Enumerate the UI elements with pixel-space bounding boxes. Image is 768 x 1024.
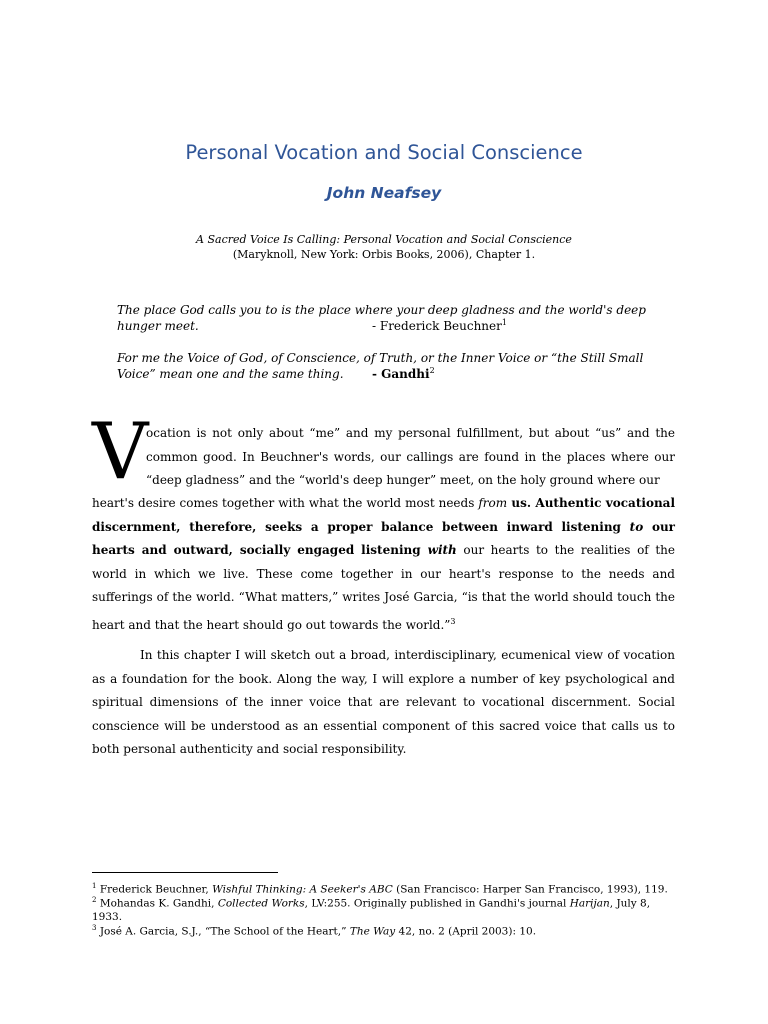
- emphasis-from: from: [478, 496, 508, 510]
- footnote-1: $^1$ Frederick Beuchner, Wishful Thinking: A Seeker's ABC (San Francisco: Harper San Francisco, 1993), 119.: [92, 882, 668, 896]
- paragraph-1-continued: heart's desire comes together with what the world most needs from us. Authentic vocational discernment, therefore, seeks a proper balance between inward listening to our hearts and outward, socially engaged listening with our hearts to the realities of the world in which we live. These come together in our heart's response to the needs and sufferings of the world. “What matters,” writes José Garcia, “is that the world should touch the heart and that the heart should go out towards the world.”$^3$: [92, 496, 676, 632]
- paragraph-1-start: ocation is not only about “me” and my personal fulfillment, but about “us” and the common good. In Beuchner's words, our callings are found in the places where our “deep gladness” and the “world's deep hunger” meet, on the holy ground where our: [146, 426, 675, 488]
- footnote-ref[interactable]: 3: [450, 616, 456, 626]
- epigraph-attribution: - Gandhi$^2$: [372, 366, 435, 381]
- source-book-title: A Sacred Voice Is Calling: Personal Vocation and Social Conscience: [196, 233, 572, 246]
- epigraph-beuchner: [117, 302, 677, 334]
- footnote-2: $^2$ Mohandas K. Gandhi, Collected Works, LV:255. Originally published in Gandhi's journal Harijan, July 8, 1933.: [92, 896, 651, 923]
- source-publication: (Maryknoll, New York: Orbis Books, 2006), Chapter 1.: [232, 248, 536, 261]
- emphasis-with: with: [427, 543, 457, 558]
- source-citation: [0, 232, 768, 262]
- footnote-ref[interactable]: 1: [501, 318, 507, 327]
- epigraph-gandhi: [117, 350, 677, 382]
- footnote-ref[interactable]: 2: [429, 366, 435, 375]
- author-name: John Neafsey: [326, 184, 442, 202]
- drop-cap: V: [92, 407, 149, 497]
- epigraph-attribution: - Frederick Beuchner$^1$: [372, 318, 507, 333]
- emphasis-to: to: [629, 519, 644, 534]
- epigraph-quote: The place God calls you to is the place where your deep gladness and the world's deep hunger meet.: [117, 303, 646, 333]
- page-title: Personal Vocation and Social Conscience: [185, 141, 583, 164]
- epigraph-quote: For me the Voice of God, of Conscience, of Truth, or the Inner Voice or “the Still Small Voice” mean one and the same thing.: [117, 351, 644, 381]
- footnote-separator: [92, 872, 278, 873]
- emphasis-bold-run: us. Authentic vocational discernment, therefore, seeks a proper balance between inward listening: [92, 496, 676, 534]
- paragraph-2: In this chapter I will sketch out a broad, interdisciplinary, ecumenical view of vocation as a foundation for the book. Along the way, I will explore a number of key psychological and spiritual dimensions of the inner voice that are relevant to vocational discernment. Social conscience will be understood as an essential component of this sacred voice that calls us to both personal authenticity and social responsibility.: [92, 648, 675, 757]
- footnote-3: $^3$ José A. Garcia, S.J., “The School of the Heart,” The Way 42, no. 2 (April 2003): 10.: [92, 924, 537, 938]
